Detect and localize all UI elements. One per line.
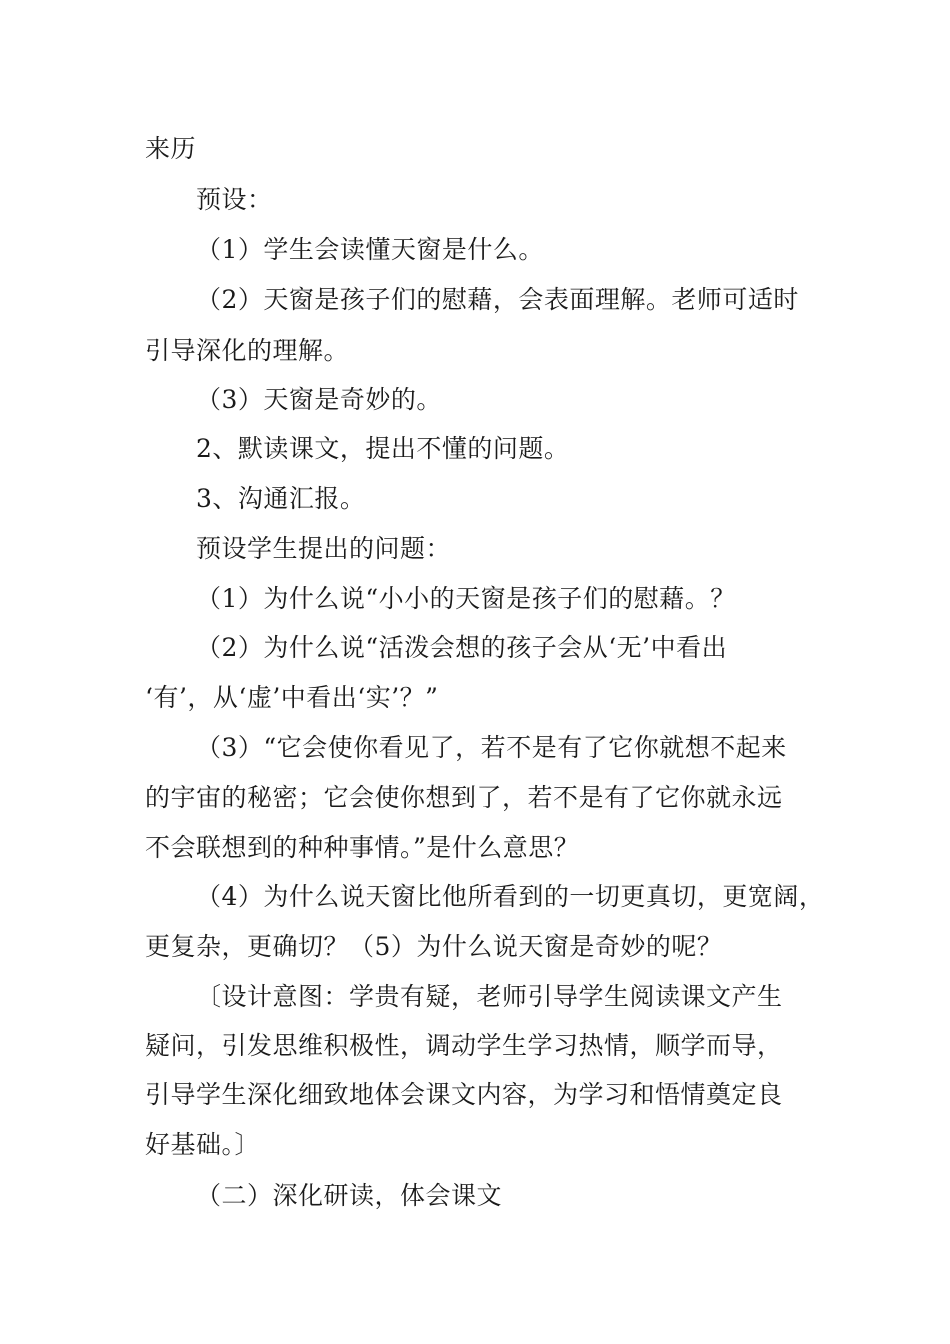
text-line-15: 不会联想到的种种事情。”是什么意思？ (145, 833, 580, 862)
text-line-6: （3）天窗是奇妙的。 (196, 385, 442, 414)
text-line-19: 疑问，引发思维积极性，调动学生学习热情，顺学而导， (145, 1031, 783, 1060)
text-line-16: （4）为什么说天窗比他所看到的一切更真切，更宽阔， (196, 882, 825, 911)
text-line-9: 预设学生提出的问题： (196, 534, 452, 563)
text-line-21: 好基础。〕 (145, 1130, 261, 1159)
text-line-4: （2）天窗是孩子们的慰藉，会表面理解。老师可适时 (196, 285, 799, 314)
text-line-8: 3、沟通汇报。 (196, 484, 366, 513)
text-line-12: ‘有’，从‘虚’中看出‘实’？” (145, 683, 439, 712)
text-line-2: 预设： (196, 185, 273, 214)
text-line-18: 〔设计意图：学贵有疑，老师引导学生阅读课文产生 (196, 982, 783, 1011)
text-line-22: （二）深化研读，体会课文 (196, 1181, 503, 1210)
text-line-3: （1）学生会读懂天窗是什么。 (196, 235, 544, 264)
text-line-1: 来历 (145, 134, 197, 163)
text-line-10: （1）为什么说“小小的天窗是孩子们的慰藉。？ (196, 584, 736, 613)
text-line-5: 引导深化的理解。 (145, 336, 350, 365)
text-line-7: 2、默读课文，提出不懂的问题。 (196, 434, 570, 463)
text-line-20: 引导学生深化细致地体会课文内容，为学习和悟情奠定良 (145, 1080, 783, 1109)
text-line-17: 更复杂，更确切？（5）为什么说天窗是奇妙的呢？ (145, 932, 723, 961)
text-line-11: （2）为什么说“活泼会想的孩子会从‘无’中看出 (196, 633, 728, 662)
text-line-13: （3）“它会使你看见了，若不是有了它你就想不起来 (196, 733, 787, 762)
text-line-14: 的宇宙的秘密；它会使你想到了，若不是有了它你就永远 (145, 783, 783, 812)
